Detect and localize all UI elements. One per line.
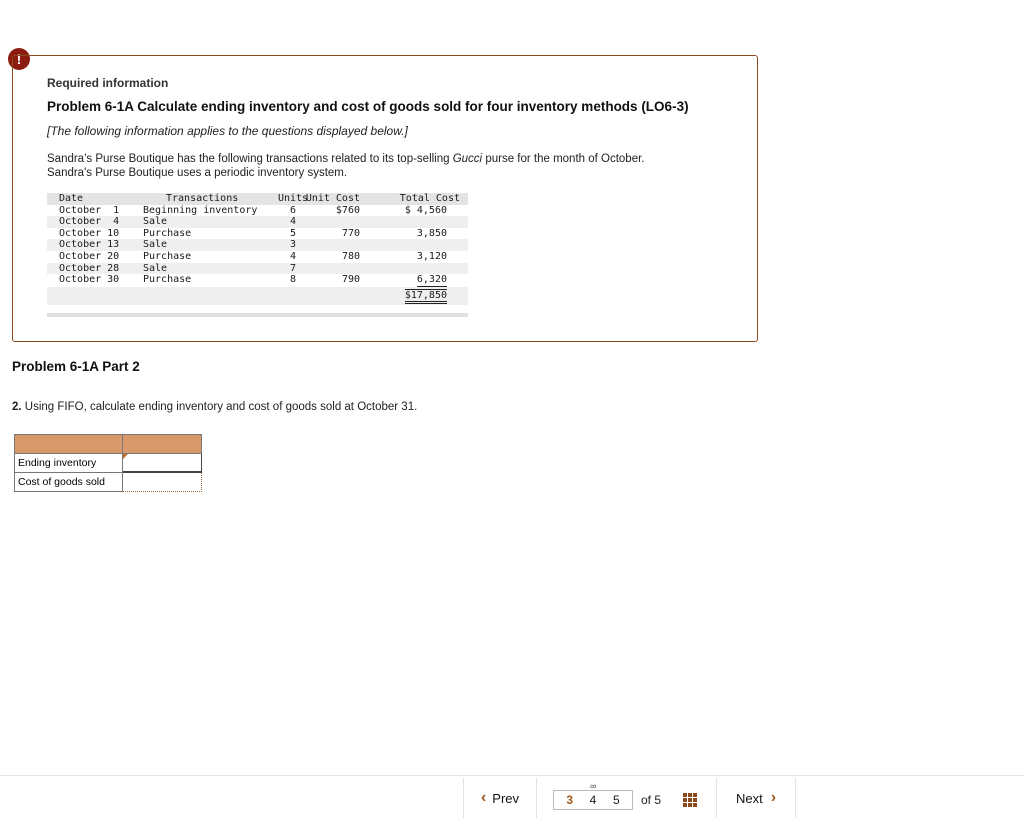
cogs-label: Cost of goods sold <box>15 473 123 492</box>
txn-type: Purchase <box>143 274 192 286</box>
transaction-row <box>47 216 468 228</box>
table-divider <box>47 313 468 317</box>
header-units: Units <box>277 193 309 204</box>
problem-title: Problem 6-1A Calculate ending inventory and cost of goods sold for four inventory methods (LO6-3) <box>47 99 689 114</box>
header-total-cost: Total Cost <box>399 193 460 204</box>
question-number: 2. <box>12 401 22 413</box>
grand-total-row <box>47 287 468 305</box>
answer-table <box>14 434 202 492</box>
txn-total-cost: 3,120 <box>416 250 447 262</box>
part-title: Problem 6-1A Part 2 <box>12 359 140 374</box>
txn-unit-cost: 770 <box>341 227 360 239</box>
transaction-row <box>47 274 468 286</box>
txn-units-value: 4 <box>289 216 297 228</box>
txn-units-value: 5 <box>289 227 297 239</box>
chevron-left-icon: ‹ <box>480 789 487 806</box>
answer-header-value <box>123 435 202 454</box>
prev-button[interactable] <box>463 778 537 818</box>
ending-inventory-cell <box>123 454 202 473</box>
transactions-header-row <box>47 193 468 205</box>
answer-header-row <box>15 435 202 454</box>
page-3[interactable]: 3 <box>566 793 573 807</box>
txn-units-value: 6 <box>289 204 297 216</box>
txn-unit-cost: 790 <box>341 274 360 286</box>
grand-total: $17,850 <box>405 289 447 305</box>
transaction-row <box>47 251 468 263</box>
prev-label: Prev <box>492 790 520 806</box>
txn-total-cost: $ 4,560 <box>404 204 447 216</box>
txn-date: October 30 <box>59 274 120 286</box>
question-text <box>12 401 417 413</box>
header-transactions: Transactions <box>166 193 239 204</box>
txn-date: October 4 <box>59 216 120 228</box>
ending-inventory-input[interactable] <box>123 454 201 472</box>
answer-row-cogs <box>15 473 202 492</box>
chevron-right-icon: › <box>770 789 777 806</box>
txn-type: Purchase <box>143 250 192 262</box>
cogs-input[interactable] <box>123 473 201 491</box>
txn-units-value: 7 <box>289 262 297 274</box>
txn-type: Sale <box>143 239 168 251</box>
txn-type: Sale <box>143 216 168 228</box>
txn-unit-cost: $760 <box>335 204 360 216</box>
answer-row-ending-inventory <box>15 454 202 473</box>
txn-units-value: 4 <box>289 250 297 262</box>
txn-type: Purchase <box>143 227 192 239</box>
page-selector <box>553 790 633 810</box>
description-line2: Sandra's Purse Boutique uses a periodic inventory system. <box>47 167 348 179</box>
link-icon: ∞ <box>590 781 597 791</box>
transaction-row <box>47 228 468 240</box>
txn-unit-cost: 780 <box>341 250 360 262</box>
brand-name: Gucci <box>452 153 483 165</box>
applies-note: [The following information applies to the questions displayed below.] <box>47 124 408 138</box>
description-line1-post: purse for the month of October. <box>482 153 645 165</box>
txn-units-value: 3 <box>289 239 297 251</box>
txn-units-value: 8 <box>289 274 297 286</box>
cogs-cell <box>123 473 202 492</box>
answer-header-label <box>15 435 123 454</box>
page-5[interactable]: 5 <box>612 793 620 807</box>
alert-icon: ! <box>8 48 30 70</box>
description-line1-pre: Sandra’s Purse Boutique has the following transactions related to its top-selling <box>47 153 453 165</box>
txn-type: Beginning inventory <box>143 204 258 216</box>
header-unit-cost: Unit Cost <box>305 193 360 204</box>
page-count: of 5 <box>641 793 662 807</box>
grid-icon[interactable] <box>683 793 697 807</box>
txn-date: October 10 <box>59 227 120 239</box>
txn-date: October 20 <box>59 250 120 262</box>
next-label: Next <box>735 790 763 806</box>
footer-divider <box>0 775 1024 776</box>
transaction-row <box>47 239 468 251</box>
txn-date: October 13 <box>59 239 120 251</box>
next-button[interactable] <box>716 778 796 818</box>
ending-inventory-label: Ending inventory <box>15 454 123 473</box>
txn-type: Sale <box>143 262 168 274</box>
txn-date: October 1 <box>59 204 120 216</box>
transactions-table <box>47 193 468 305</box>
txn-total-cost: 6,320 <box>416 274 447 286</box>
problem-description <box>47 152 747 180</box>
txn-total-cost: 3,850 <box>416 227 447 239</box>
page-4[interactable]: 4 <box>589 793 597 807</box>
question-body: Using FIFO, calculate ending inventory and cost of goods sold at October 31. <box>21 401 418 413</box>
transaction-row <box>47 263 468 275</box>
header-date: Date <box>59 193 84 204</box>
required-information-panel <box>12 55 758 342</box>
txn-date: October 28 <box>59 262 120 274</box>
required-info-label: Required information <box>47 76 169 90</box>
transaction-row <box>47 205 468 217</box>
